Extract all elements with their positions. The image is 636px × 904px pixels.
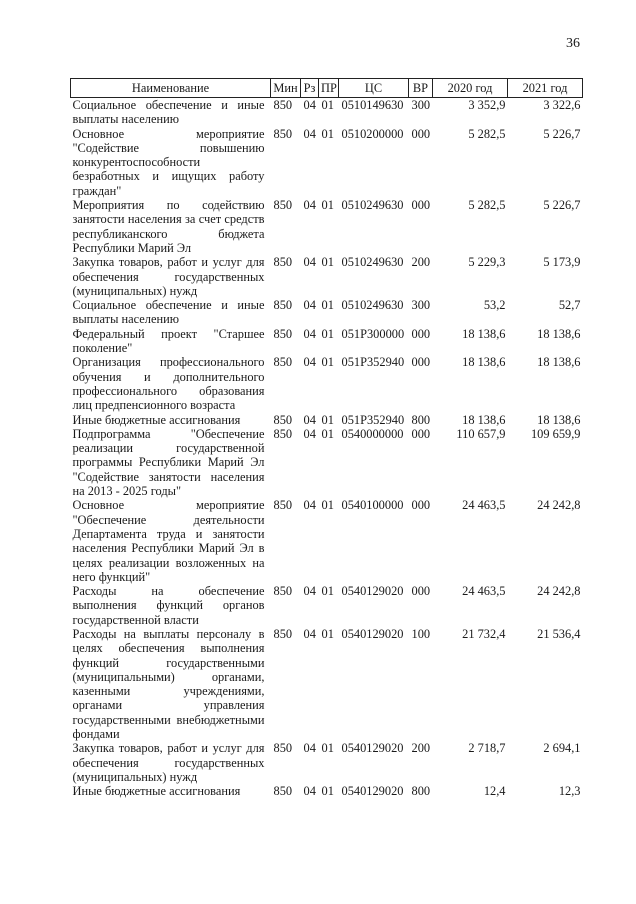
header-pr: ПР bbox=[319, 79, 339, 98]
table-row bbox=[71, 198, 583, 255]
row-rz: 04 bbox=[303, 98, 316, 112]
row-2021: 18 138,6 bbox=[537, 412, 581, 427]
row-vr: 000 bbox=[411, 355, 431, 370]
table-row bbox=[71, 355, 583, 412]
row-min: 850 bbox=[273, 298, 293, 313]
table-row bbox=[71, 255, 583, 298]
row-2020: 24 463,5 bbox=[462, 584, 506, 599]
row-rz: 04 bbox=[303, 426, 316, 441]
row-vr: 000 bbox=[411, 198, 431, 213]
row-name: Мероприятия по содействию занятости населения за счет средств республиканского бюджета Республики Марий Эл bbox=[72, 198, 265, 255]
row-vr: 800 bbox=[411, 784, 431, 799]
row-min: 850 bbox=[273, 426, 293, 441]
row-min: 850 bbox=[273, 626, 293, 641]
row-cs: 0510249630 bbox=[341, 298, 404, 313]
table-row bbox=[71, 298, 583, 327]
row-min: 850 bbox=[273, 326, 293, 341]
row-pr: 01 bbox=[321, 355, 334, 370]
row-rz: 04 bbox=[303, 498, 316, 513]
row-pr: 01 bbox=[321, 784, 334, 799]
row-2021: 52,7 bbox=[558, 298, 581, 313]
row-rz: 04 bbox=[303, 326, 316, 341]
row-name: Подпрограмма "Обеспечение реализации государственной программы Республики Марий Эл "Содействие занятости населения на 2013 - 2025 годы" bbox=[72, 426, 265, 499]
row-min: 850 bbox=[273, 784, 293, 799]
row-2020: 5 282,5 bbox=[468, 126, 506, 141]
row-rz: 04 bbox=[303, 355, 316, 370]
header-2020: 2020 год bbox=[433, 79, 508, 98]
row-cs: 0540129020 bbox=[341, 626, 404, 641]
row-2021: 3 322,6 bbox=[543, 98, 581, 112]
table-row bbox=[71, 98, 583, 127]
row-rz: 04 bbox=[303, 198, 316, 213]
row-2020: 18 138,6 bbox=[462, 412, 506, 427]
row-2021: 5 226,7 bbox=[543, 126, 581, 141]
row-name: Расходы на обеспечение выполнения функций органов государственной власти bbox=[72, 584, 265, 627]
row-name: Закупка товаров, работ и услуг для обеспечения государственных (муниципальных) нужд bbox=[72, 741, 265, 784]
row-min: 850 bbox=[273, 412, 293, 427]
row-2020: 3 352,9 bbox=[468, 98, 506, 112]
row-cs: 0540100000 bbox=[341, 498, 404, 513]
row-min: 850 bbox=[273, 255, 293, 270]
row-cs: 0510249630 bbox=[341, 198, 404, 213]
row-vr: 200 bbox=[411, 741, 431, 756]
table-header bbox=[71, 79, 583, 98]
row-min: 850 bbox=[273, 584, 293, 599]
row-pr: 01 bbox=[321, 626, 334, 641]
header-2021: 2021 год bbox=[508, 79, 583, 98]
row-rz: 04 bbox=[303, 255, 316, 270]
row-cs: 0510200000 bbox=[341, 126, 404, 141]
row-vr: 000 bbox=[411, 426, 431, 441]
row-name: Социальное обеспечение и иные выплаты населению bbox=[72, 298, 265, 327]
header-name: Наименование bbox=[71, 79, 271, 98]
row-2021: 21 536,4 bbox=[537, 626, 581, 641]
row-min: 850 bbox=[273, 355, 293, 370]
table-row bbox=[71, 784, 583, 798]
row-2020: 5 282,5 bbox=[468, 198, 506, 213]
row-name: Иные бюджетные ассигнования bbox=[72, 412, 241, 427]
table-row bbox=[71, 627, 583, 741]
row-2020: 21 732,4 bbox=[462, 626, 506, 641]
row-cs: 051P352940 bbox=[341, 355, 405, 370]
table-row bbox=[71, 427, 583, 498]
page-number: 36 bbox=[566, 36, 580, 51]
row-pr: 01 bbox=[321, 198, 334, 213]
row-vr: 000 bbox=[411, 498, 431, 513]
row-name: Иные бюджетные ассигнования bbox=[72, 784, 241, 799]
row-cs: 0510249630 bbox=[341, 255, 404, 270]
row-cs: 0510149630 bbox=[341, 98, 404, 112]
table-row bbox=[71, 584, 583, 627]
row-name: Социальное обеспечение и иные выплаты населению bbox=[72, 98, 265, 127]
row-2020: 12,4 bbox=[483, 784, 506, 799]
row-2020: 18 138,6 bbox=[462, 355, 506, 370]
row-2021: 18 138,6 bbox=[537, 326, 581, 341]
row-rz: 04 bbox=[303, 784, 316, 799]
row-name: Основное мероприятие "Содействие повышению конкурентоспособности безработных и ищущих работу граждан" bbox=[72, 126, 265, 198]
row-rz: 04 bbox=[303, 626, 316, 641]
row-pr: 01 bbox=[321, 426, 334, 441]
row-rz: 04 bbox=[303, 126, 316, 141]
row-name: Организация профессионального обучения и дополнительного профессионального образования лиц предпенсионного возраста bbox=[72, 355, 265, 413]
table-row bbox=[71, 413, 583, 427]
row-pr: 01 bbox=[321, 584, 334, 599]
row-min: 850 bbox=[273, 741, 293, 756]
row-pr: 01 bbox=[321, 412, 334, 427]
row-2020: 2 718,7 bbox=[468, 741, 506, 756]
row-cs: 0540000000 bbox=[341, 426, 404, 441]
row-pr: 01 bbox=[321, 326, 334, 341]
row-pr: 01 bbox=[321, 255, 334, 270]
row-min: 850 bbox=[273, 126, 293, 141]
row-vr: 000 bbox=[411, 584, 431, 599]
row-2021: 24 242,8 bbox=[537, 584, 581, 599]
row-name: Расходы на выплаты персоналу в целях обеспечения выполнения функций государственными (муниципальными) органами, казенными учреждениями, органами управления государственными внебюджетными фондами bbox=[72, 626, 265, 742]
row-pr: 01 bbox=[321, 126, 334, 141]
row-2021: 24 242,8 bbox=[537, 498, 581, 513]
row-pr: 01 bbox=[321, 98, 334, 112]
row-vr: 200 bbox=[411, 255, 431, 270]
header-min: Мин bbox=[271, 79, 301, 98]
row-min: 850 bbox=[273, 198, 293, 213]
row-name: Закупка товаров, работ и услуг для обеспечения государственных (муниципальных) нужд bbox=[72, 255, 265, 298]
row-vr: 300 bbox=[411, 298, 431, 313]
row-pr: 01 bbox=[321, 741, 334, 756]
row-2021: 5 173,9 bbox=[543, 255, 581, 270]
row-pr: 01 bbox=[321, 498, 334, 513]
row-min: 850 bbox=[273, 498, 293, 513]
table-row bbox=[71, 127, 583, 198]
row-2020: 5 229,3 bbox=[468, 255, 506, 270]
table-row bbox=[71, 498, 583, 584]
row-2021: 12,3 bbox=[558, 784, 581, 799]
row-vr: 800 bbox=[411, 412, 431, 427]
table-body bbox=[71, 98, 583, 799]
row-name: Федеральный проект "Старшее поколение" bbox=[72, 326, 265, 356]
budget-table bbox=[70, 78, 583, 799]
row-vr: 300 bbox=[411, 98, 431, 112]
table-row bbox=[71, 741, 583, 784]
row-rz: 04 bbox=[303, 741, 316, 756]
row-2021: 2 694,1 bbox=[543, 741, 581, 756]
row-cs: 051P352940 bbox=[341, 412, 405, 427]
row-min: 850 bbox=[273, 98, 293, 112]
table-row bbox=[71, 327, 583, 356]
row-vr: 100 bbox=[411, 626, 431, 641]
header-vr: ВР bbox=[409, 79, 433, 98]
row-2021: 109 659,9 bbox=[530, 426, 581, 441]
row-vr: 000 bbox=[411, 326, 431, 341]
row-pr: 01 bbox=[321, 298, 334, 313]
row-rz: 04 bbox=[303, 584, 316, 599]
row-rz: 04 bbox=[303, 412, 316, 427]
row-cs: 0540129020 bbox=[341, 584, 404, 599]
row-2020: 110 657,9 bbox=[456, 426, 506, 441]
row-2021: 18 138,6 bbox=[537, 355, 581, 370]
row-2020: 18 138,6 bbox=[462, 326, 506, 341]
row-rz: 04 bbox=[303, 298, 316, 313]
row-2020: 53,2 bbox=[483, 298, 506, 313]
row-cs: 0540129020 bbox=[341, 741, 404, 756]
row-2020: 24 463,5 bbox=[462, 498, 506, 513]
row-cs: 051P300000 bbox=[341, 326, 405, 341]
row-2021: 5 226,7 bbox=[543, 198, 581, 213]
header-cs: ЦС bbox=[339, 79, 409, 98]
header-rz: Рз bbox=[301, 79, 319, 98]
row-cs: 0540129020 bbox=[341, 784, 404, 799]
row-name: Основное мероприятие "Обеспечение деятельности Департамента труда и занятости населения Республики Марий Эл в целях реализации возложенных на него функций" bbox=[72, 498, 265, 584]
row-vr: 000 bbox=[411, 126, 431, 141]
